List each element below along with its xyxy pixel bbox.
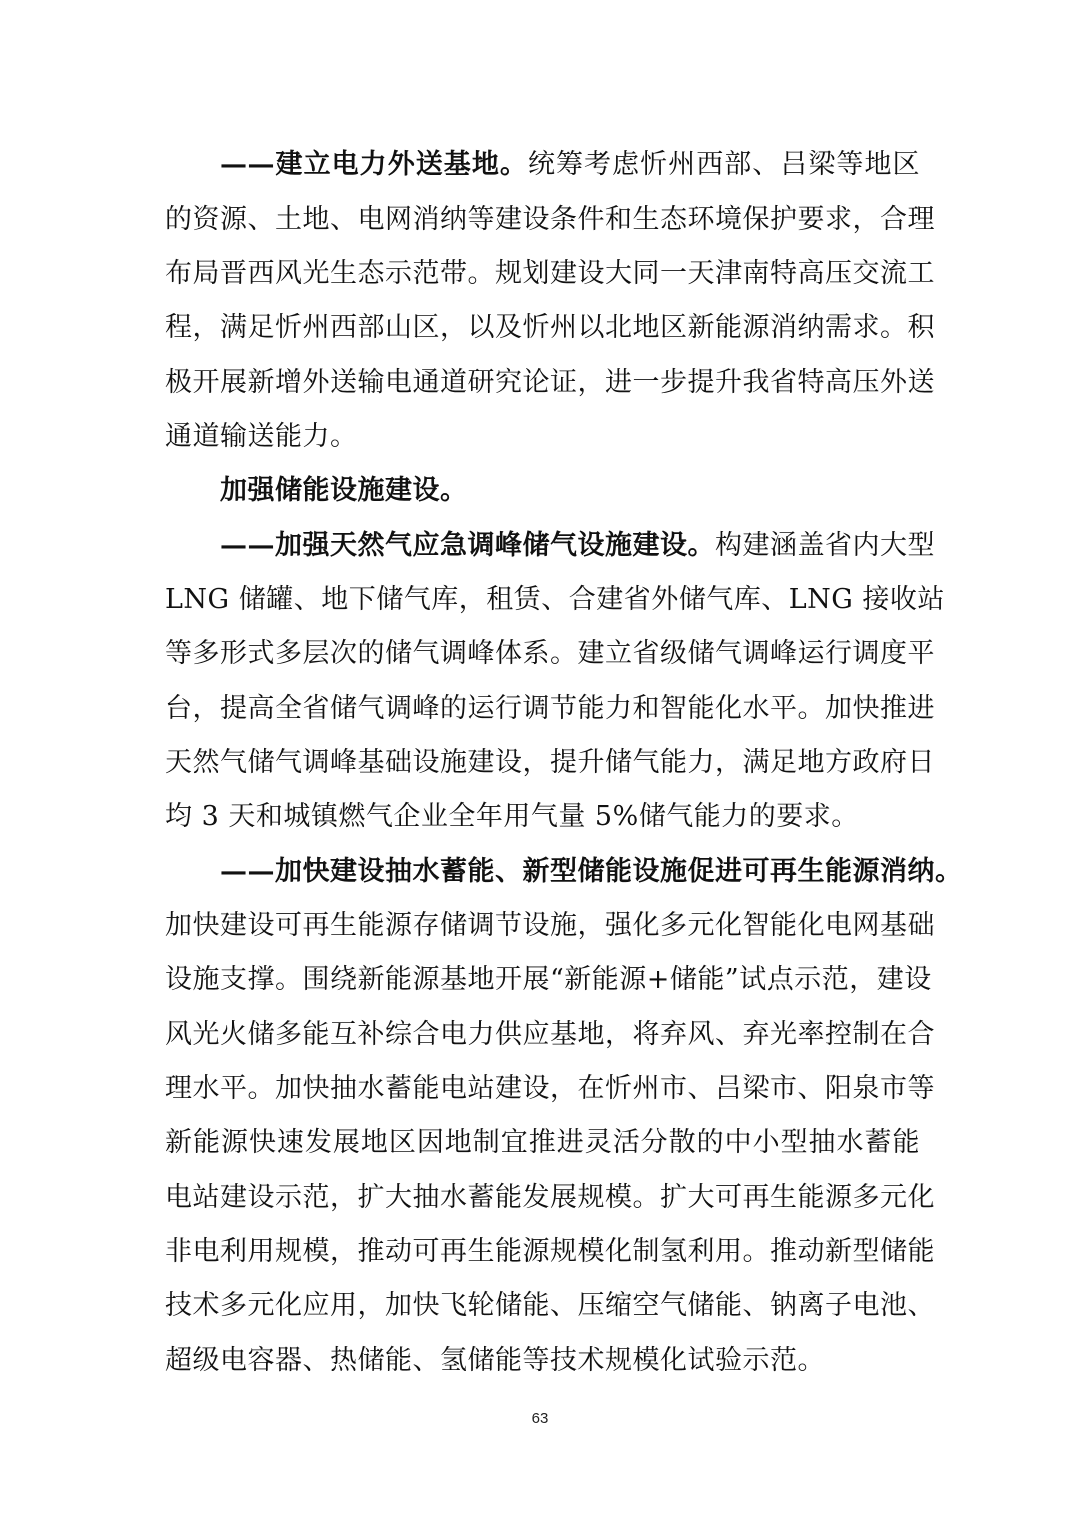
section-heading: 加强储能设施建设。 — [220, 475, 468, 506]
paragraph-2-line-1-text: 构建涵盖省内大型 — [715, 530, 935, 561]
page-number: 63 — [531, 1410, 549, 1427]
paragraph-3-line-9: 技术多元化应用，加快飞轮储能、压缩空气储能、钠离子电池、 — [165, 1290, 935, 1321]
paragraph-1-line-3: 布局晋西风光生态示范带。规划建设大同一天津南特高压交流工 — [165, 258, 935, 289]
paragraph-2-line-1 — [220, 526, 935, 566]
paragraph-3-line-7: 电站建设示范，扩大抽水蓄能发展规模。扩大可再生能源多元化 — [165, 1182, 935, 1213]
paragraph-3-line-3: 设施支撑。围绕新能源基地开展“新能源+储能”试点示范，建设 — [165, 964, 932, 995]
paragraph-2-line-4: 台，提高全省储气调峰的运行调节能力和智能化水平。加快推进 — [165, 693, 935, 724]
paragraph-2-line-3: 等多形式多层次的储气调峰体系。建立省级储气调峰运行调度平 — [165, 638, 935, 669]
paragraph-2-lead: ——加强天然气应急调峰储气设施建设。 — [220, 530, 715, 561]
paragraph-3-line-6: 新能源快速发展地区因地制宜推进灵活分散的中小型抽水蓄能 — [165, 1127, 920, 1158]
paragraph-1-line-4: 程，满足忻州西部山区，以及忻州以北地区新能源消纳需求。积 — [165, 312, 935, 343]
paragraph-1-line-1 — [220, 145, 920, 185]
paragraph-3-line-4: 风光火储多能互补综合电力供应基地，将弃风、弃光率控制在合 — [165, 1019, 935, 1050]
paragraph-2-line-6: 均 3 天和城镇燃气企业全年用气量 5%储气能力的要求。 — [165, 801, 859, 832]
paragraph-1-line-6: 通道输送能力。 — [165, 421, 358, 452]
paragraph-1-line-1-text: 统筹考虑忻州西部、吕梁等地区 — [527, 149, 921, 180]
paragraph-2-line-5: 天然气储气调峰基础设施建设，提升储气能力，满足地方政府日 — [165, 747, 935, 778]
paragraph-1-line-2: 的资源、土地、电网消纳等建设条件和生态环境保护要求，合理 — [165, 204, 935, 235]
paragraph-3-line-10: 超级电容器、热储能、氢储能等技术规模化试验示范。 — [165, 1345, 825, 1376]
paragraph-3-line-2: 加快建设可再生能源存储调节设施，强化多元化智能化电网基础 — [165, 910, 935, 941]
paragraph-3-line-5: 理水平。加快抽水蓄能电站建设，在忻州市、吕梁市、阳泉市等 — [165, 1073, 935, 1104]
paragraph-1-lead: ——建立电力外送基地。 — [220, 149, 528, 180]
paragraph-3-line-8: 非电利用规模，推动可再生能源规模化制氢利用。推动新型储能 — [165, 1236, 935, 1267]
paragraph-3-lead: ——加快建设抽水蓄能、新型储能设施促进可再生能源消纳。 — [220, 856, 963, 887]
paragraph-2-line-2: LNG 储罐、地下储气库，租赁、合建省外储气库、LNG 接收站 — [165, 584, 945, 615]
paragraph-1-line-5: 极开展新增外送输电通道研究论证，进一步提升我省特高压外送 — [165, 367, 935, 398]
